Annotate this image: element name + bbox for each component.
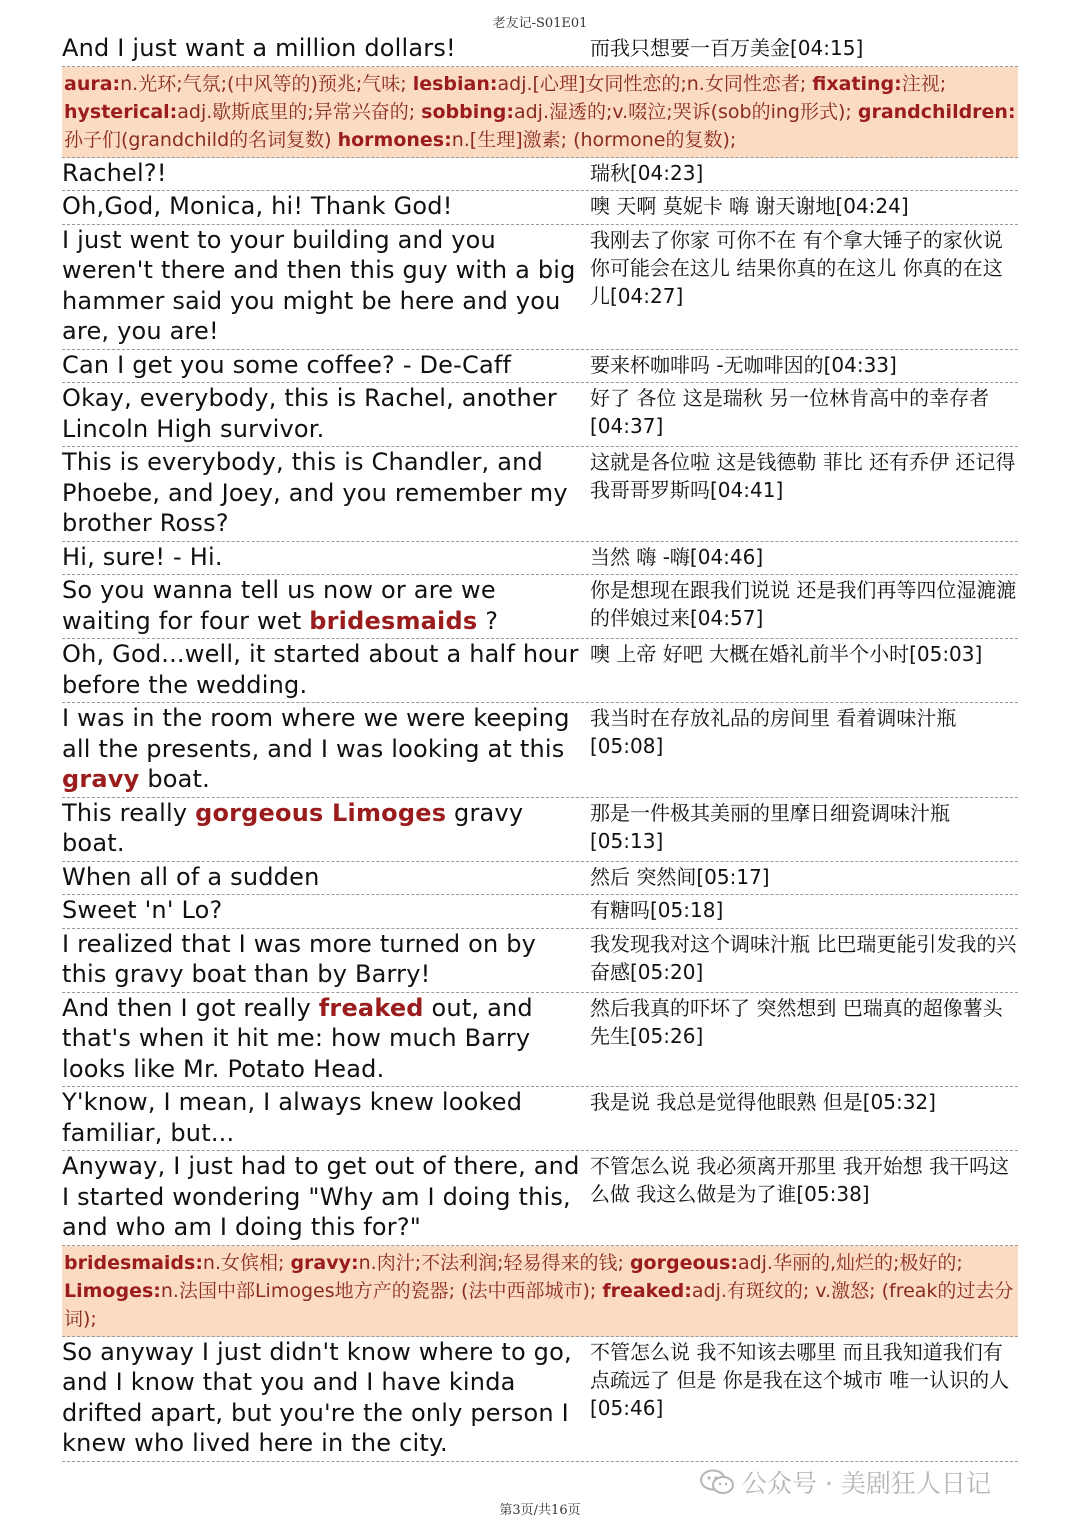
vocab-word: sobbing: [421,100,514,123]
subtitle-row [62,158,1018,192]
english-text: boat. [139,765,210,793]
english-text: And then I got really [62,993,319,1022]
vocab-word: Limoges: [64,1279,161,1302]
english-text: I realized that I was more turned on by this gravy boat than by Barry! [62,929,537,988]
chinese-translation: 瑞秋[04:23] [590,160,704,185]
english-line [62,350,588,381]
chinese-translation: 这就是各位啦 这是钱德勒 菲比 还有乔伊 还记得我哥哥罗斯吗[04:41] [590,450,1016,502]
chinese-translation: 我发现我对这个调味汁瓶 比巴瑞更能引发我的兴奋感[05:20] [590,931,1017,984]
chinese-translation: 而我只想要一百万美金[04:15] [590,36,864,60]
english-text: out, and that's when it hit me: how much Barry looks like Mr. Potato Head. [62,993,533,1083]
english-line [62,929,588,990]
chinese-translation: 要来杯咖啡吗 -无咖啡因的[04:33] [590,352,897,377]
subtitle-row [62,542,1018,576]
chinese-translation: 你是想现在跟我们说说 还是我们再等四位湿漉漉的伴娘过来[04:57] [590,578,1017,630]
subtitle-row [62,639,1018,703]
chinese-translation: 当然 嗨 -嗨[04:46] [590,544,764,569]
vocab-definition: n.[生理]激素; (hormone的复数); [451,128,737,151]
subtitle-row [62,225,1018,350]
wechat-icon [700,1469,734,1495]
chinese-translation: 有糖吗[05:18] [590,898,724,922]
vocab-word: hysterical: [64,100,178,123]
chinese-translation: 我是说 我总是觉得他眼熟 但是[05:32] [590,1090,936,1114]
english-line [62,1151,588,1243]
vocab-definition: 孙子们(grandchild的名词复数) [64,128,338,151]
vocab-word: gravy: [290,1251,359,1274]
chinese-translation: 好了 各位 这是瑞秋 另一位林肯高中的幸存者[04:37] [590,386,990,438]
vocab-definition: adj.歇斯底里的;异常兴奋的; [177,100,422,123]
subtitle-list [62,33,1018,1462]
english-text: This is everybody, this is Chandler, and Phoebe, and Joey, and you remember my brother Ross? [62,448,568,537]
english-text: This really [62,798,196,827]
english-text: Oh, God...well, it started about a half hour before the wedding. [62,640,579,699]
subtitle-row [62,350,1018,384]
watermark [700,1462,991,1502]
english-line [62,1087,588,1148]
english-line [62,895,588,926]
english-line [62,993,588,1085]
chinese-translation: 然后我真的吓坏了 突然想到 巴瑞真的超像薯头先生[05:26] [590,995,1003,1048]
english-text: Can I get you some coffee? - De-Caff [62,350,512,379]
subtitle-row [62,703,1018,798]
highlighted-word: bridesmaids [309,606,478,635]
vocabulary-box [62,1246,1018,1337]
chinese-translation: 不管怎么说 我必须离开那里 我开始想 我干吗这么做 我这么做是为了谁[05:38] [590,1154,1010,1206]
english-line [62,1337,588,1459]
vocab-definition: adj.湿透的;v.啜泣;哭诉(sob的ing形式); [513,100,858,123]
vocab-word: aura: [64,72,121,95]
vocab-word: gorgeous: [629,1251,738,1274]
subtitle-row [62,1337,1018,1462]
subtitle-row [62,895,1018,929]
english-line [62,447,588,539]
subtitle-row [62,575,1018,639]
vocab-word: hormones: [337,128,452,151]
chinese-translation: 噢 天啊 莫妮卡 嗨 谢天谢地[04:24] [590,194,909,218]
watermark-text: 公众号 · 美剧狂人日记 [742,1469,991,1498]
subtitle-row [62,862,1018,896]
vocab-definition: adj.有斑纹的; v.激怒; (freak的过去分词); [64,1279,1014,1330]
subtitle-row [62,993,1018,1088]
english-text: Y'know, I mean, I always knew looked familiar, but... [62,1088,523,1147]
english-text: And I just want a million dollars! [62,34,456,62]
english-line [62,798,588,859]
highlighted-word: freaked [318,993,424,1022]
english-text: Oh,God, Monica, hi! Thank God! [62,192,453,220]
english-line [62,542,588,573]
vocab-definition: n.女傧相; [202,1251,291,1274]
english-line [62,575,588,636]
english-text: Okay, everybody, this is Rachel, another Lincoln High survivor. [62,384,557,443]
english-line [62,639,588,700]
chinese-translation: 那是一件极其美丽的里摩日细瓷调味汁瓶[05:13] [590,800,950,853]
english-text: Hi, sure! - Hi. [62,542,223,571]
english-text: gravy boat. [62,798,524,857]
chinese-translation: 然后 突然间[05:17] [590,864,770,889]
english-line [62,225,588,347]
vocab-word: freaked: [602,1279,692,1302]
chinese-translation: 不管怎么说 我不知该去哪里 而且我知道我们有点疏远了 但是 你是我在这个城市 唯一认识的人[05:46] [590,1339,1010,1420]
vocab-definition: 注视; [901,72,947,95]
english-text: Anyway, I just had to get out of there, and I started wondering "Why am I doing this, and who am I doing this for?" [62,1152,580,1241]
english-text: When all of a sudden [62,862,320,891]
subtitle-row [62,1151,1018,1246]
vocab-definition: n.法国中部Limoges地方产的瓷器; (法中西部城市); [160,1279,603,1302]
chinese-translation: 噢 上帝 好吧 大概在婚礼前半个小时[05:03] [590,642,983,666]
subtitle-row [62,1087,1018,1151]
chinese-translation: 我当时在存放礼品的房间里 看着调味汁瓶[05:08] [590,706,957,758]
english-text: ? [477,606,499,635]
page-header: 老友记-S01E01 [492,16,588,31]
english-line [62,33,588,64]
highlighted-word: gravy [62,765,140,793]
subtitle-row [62,383,1018,447]
subtitle-row [62,798,1018,862]
subtitle-row [62,447,1018,542]
vocab-word: lesbian: [412,72,498,95]
subtitle-row [62,191,1018,225]
english-line [62,862,588,893]
english-text: Rachel?! [62,158,167,187]
vocab-definition: n.肉汁;不法利润;轻易得来的钱; [358,1251,630,1274]
english-line [62,383,588,444]
english-line [62,191,588,222]
english-text: So anyway I just didn't know where to go, and I know that you and I have kinda drifted apart, but you're the only person I knew who lived here in the city. [62,1337,572,1457]
vocab-word: bridesmaids: [64,1251,203,1274]
vocab-definition: adj.华丽的,灿烂的;极好的; [737,1251,963,1274]
vocab-definition: adj.[心理]女同性恋的;n.女同性恋者; [497,72,813,95]
english-text: I was in the room where we were keeping all the presents, and I was looking at this [62,704,570,763]
subtitle-row [62,33,1018,67]
english-text: Sweet 'n' Lo? [62,896,223,924]
english-text: So you wanna tell us now or are we waiting for four wet [62,576,496,635]
vocabulary-box [62,67,1018,158]
english-line [62,158,588,189]
vocab-word: fixating: [812,72,902,95]
english-line [62,703,588,795]
chinese-translation: 我刚去了你家 可你不在 有个拿大锤子的家伙说你可能会在这儿 结果你真的在这儿 你真的在这儿[04:27] [590,227,1003,308]
page-footer: 第3页/共16页 [499,1503,581,1518]
vocab-word: grandchildren: [857,100,1016,123]
vocab-definition: n.光环;气氛;(中风等的)预兆;气味; [120,72,413,95]
subtitle-row [62,929,1018,993]
highlighted-word: gorgeous Limoges [195,798,447,827]
english-text: I just went to your building and you weren't there and then this guy with a big hammer said you might be here and you are, you are! [62,225,576,345]
